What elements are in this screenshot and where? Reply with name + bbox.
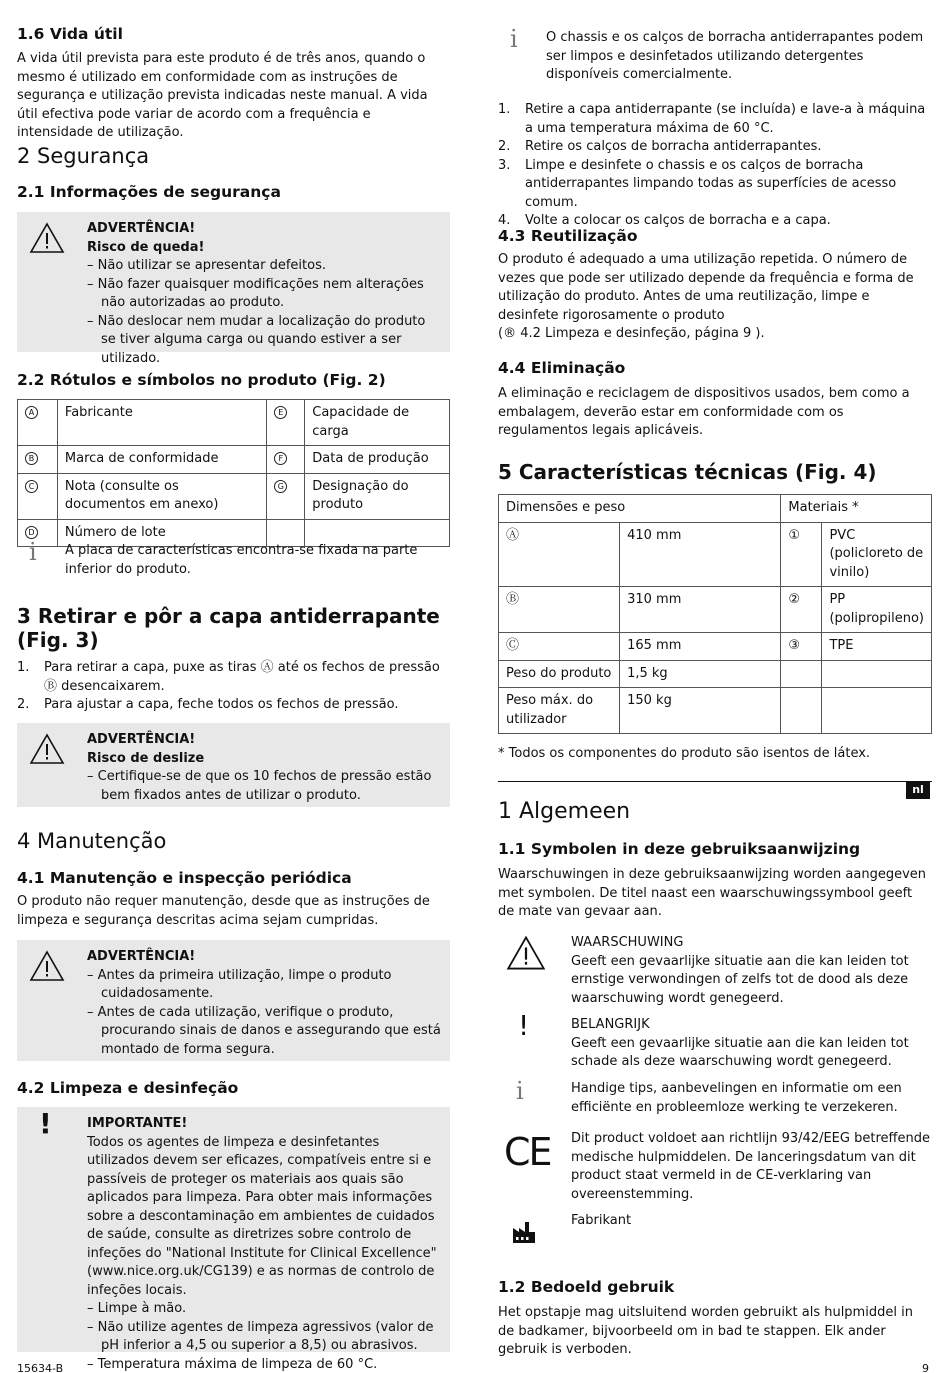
cell: 1,5 kg xyxy=(620,660,781,688)
label-value: Capacidade de carga xyxy=(305,400,450,446)
empty-cell xyxy=(781,688,822,734)
warning-subtitle: Risco de deslize xyxy=(87,750,205,766)
warning-item: – Antes de cada utilização, verifique o produto, procurando sinais de danos e assegurando que está montado de forma segura. xyxy=(87,1004,441,1057)
list-item: 2. Retire os calços de borracha antiderrapantes. xyxy=(498,139,822,154)
warning-title: ADVERTÊNCIA! xyxy=(87,732,196,747)
label-key: C xyxy=(25,480,38,493)
label-value: Nota (consulte os documentos em anexo) xyxy=(57,473,266,519)
warning-item: – Não utilizar se apresentar defeitos. xyxy=(87,258,326,273)
cell: ② xyxy=(781,587,822,633)
section-4-title: 4 Manutenção xyxy=(17,829,167,853)
section-3-title: 3 Retirar e pôr a capa antiderrapante (Fig. 3) xyxy=(17,604,440,652)
symbol-title: BELANGRIJK xyxy=(571,1017,650,1032)
table-row xyxy=(499,522,932,587)
language-badge: nl xyxy=(906,781,930,799)
cell: Ⓑ xyxy=(499,587,620,633)
table-row xyxy=(499,587,932,633)
section-4-1-text: O produto não requer manutenção, desde que as instruções de limpeza e segurança descritas acima sejam cumpridas. xyxy=(17,894,430,928)
cell: Peso máx. do utilizador xyxy=(499,688,620,734)
header-materials: Materiais * xyxy=(781,495,932,523)
section-1-6-title: 1.6 Vida útil xyxy=(17,25,123,43)
label-key: E xyxy=(274,406,287,419)
technical-data-table xyxy=(498,494,932,734)
warning-title: ADVERTÊNCIA! xyxy=(87,221,196,236)
nl-intended-use-text: Het opstapje mag uitsluitend worden gebruikt als hulpmiddel in de badkamer, bijvoorbeeld om in bad te stappen. Elk ander gebruik is verboden. xyxy=(498,1305,913,1357)
warning-triangle-icon xyxy=(29,222,65,254)
exclamation-icon: ! xyxy=(39,1107,52,1140)
label-key: D xyxy=(25,526,38,539)
info-icon: i xyxy=(510,25,518,53)
table-row xyxy=(499,660,932,688)
symbol-info-desc: Handige tips, aanbevelingen en informatie om een efficiënte en probleemloze werking te verzekeren. xyxy=(571,1081,902,1115)
symbol-text: Geeft een gevaarlijke situatie aan die kan leiden tot schade als deze waarschuwing wordt genegeerd. xyxy=(571,1035,909,1069)
table-row xyxy=(499,633,932,661)
symbol-ce-desc: Dit product voldoet aan richtlijn 93/42/EEG betreffende medische hulpmiddelen. De lanceringsdatum van dit product staat vermeld in de CE-verklaring van overeenstemming. xyxy=(571,1131,930,1202)
warning-triangle-icon xyxy=(29,733,65,765)
step-text: Retire a capa antiderrapante (se incluída) e lave-a à máquina a uma temperatura máxima de 60 °C. xyxy=(525,102,926,136)
footer-page-number: 9 xyxy=(922,1362,929,1373)
empty-cell xyxy=(822,660,932,688)
step-text: Para retirar a capa, puxe as tiras Ⓐ até os fechos de pressão Ⓑ desencaixarem. xyxy=(44,660,440,694)
info-icon: i xyxy=(516,1077,524,1105)
section-4-4-text: A eliminação e reciclagem de dispositivos usados, bem como a embalagem, deverão estar em conformidade com os regulamentos legais aplicáveis. xyxy=(498,386,910,438)
step-text: Limpe e desinfete o chassis e os calços de borracha antiderrapantes limpando todas as superfícies de acesso comum. xyxy=(525,157,897,210)
label-key: A xyxy=(25,406,38,419)
labels-table xyxy=(17,399,450,547)
label-value: Fabricante xyxy=(57,400,266,446)
section-2-title: 2 Segurança xyxy=(17,144,150,168)
step-text: Volte a colocar os calços de borracha e a capa. xyxy=(525,213,831,228)
table-header-row xyxy=(499,495,932,523)
cell: 150 kg xyxy=(620,688,781,734)
symbol-text: Geeft een gevaarlijke situatie aan die kan leiden tot ernstige verwondingen of zelfs tot de dood als deze waarschuwing wordt genegeerd. xyxy=(571,953,909,1006)
section-4-3-title: 4.3 Reutilização xyxy=(498,227,638,245)
warning-item: – Certifique-se de que os 10 fechos de pressão estão bem fixados antes de utilizar o produto. xyxy=(87,769,432,803)
warning-item: – Não fazer quaisquer modificações nem alterações não autorizadas ao produto. xyxy=(87,276,424,310)
label-key: B xyxy=(25,452,38,465)
label-plate-note: A placa de características encontra-se fixada na parte inferior do produto. xyxy=(65,543,418,577)
cell: 165 mm xyxy=(620,633,781,661)
important-item: – Não utilize agentes de limpeza agressivos (valor de pH inferior a 4,5 ou superior a 8,5) ou abrasivos. xyxy=(87,1319,434,1353)
cell: Ⓒ xyxy=(499,633,620,661)
warning-triangle-icon xyxy=(506,935,546,971)
cell: Ⓐ xyxy=(499,522,620,587)
header-dimensions: Dimensões e peso xyxy=(499,495,781,523)
label-value: Designação do produto xyxy=(305,473,450,519)
table-row xyxy=(18,473,450,519)
section-2-2-title: 2.2 Rótulos e símbolos no produto (Fig. 2) xyxy=(17,371,386,389)
table-row xyxy=(499,688,932,734)
label-key: F xyxy=(274,452,287,465)
important-text: Todos os agentes de limpeza e desinfetantes utilizados devem ser eficazes, compatíveis entre si e passíveis de proteger os materiais aos quais são aplicados para limpeza. Para obter mais informações sobre a descontaminação em ambientes de cuidados de saúde, consulte as diretrizes sobre controlo de infeções do "National Institute for Clinical Excellence" (www.nice.org.uk/CG139) e as normas de controlo de infeções locais. xyxy=(87,1134,437,1298)
nl-section-1-1-title: 1.1 Symbolen in deze gebruiksaanwijzing xyxy=(498,840,861,858)
empty-cell xyxy=(781,660,822,688)
ce-mark-icon: CE xyxy=(504,1130,551,1174)
warning-item: – Antes da primeira utilização, limpe o produto cuidadosamente. xyxy=(87,967,392,1001)
nl-section-1-2-title: 1.2 Bedoeld gebruik xyxy=(498,1278,675,1296)
warning-box-slip xyxy=(17,723,450,807)
nl-intro-text: Waarschuwingen in deze gebruiksaanwijzing worden aangegeven met symbolen. De titel naast een waarschuwingssymbool geeft de mate van gevaar aan. xyxy=(498,867,927,919)
section-4-3-text: O produto é adequado a uma utilização repetida. O número de vezes que pode ser utilizado depende da frequência e forma de utilização do produto. Antes de uma reutilização, limpe e desinfete rigorosamente o produto xyxy=(498,252,914,323)
symbol-title: WAARSCHUWING xyxy=(571,935,684,950)
cell: ③ xyxy=(781,633,822,661)
info-icon: i xyxy=(29,538,37,566)
warning-box-maintenance xyxy=(17,940,450,1061)
cell: PVC (policloreto de vinilo) xyxy=(822,522,932,587)
label-value: Data de produção xyxy=(305,446,450,474)
cell: Peso do produto xyxy=(499,660,620,688)
language-divider xyxy=(498,781,932,782)
warning-item: – Não deslocar nem mudar a localização do produto se tiver alguma carga ou quando estiver a ser utilizado. xyxy=(87,313,426,366)
section-1-6-text: A vida útil prevista para este produto é de três anos, quando o mesmo é utilizado em conformidade com as instruções de segurança e utilização prevista indicadas neste manual. A vida útil efectiva pode variar de acordo com a frequência e intensidade de utilização. xyxy=(17,51,428,140)
cleaning-steps xyxy=(498,101,932,231)
table-row xyxy=(18,446,450,474)
list-item: 1. Para retirar a capa, puxe as tiras Ⓐ até os fechos de pressão Ⓑ desencaixarem. xyxy=(17,660,440,694)
empty-cell xyxy=(822,688,932,734)
section-3-steps xyxy=(17,659,450,715)
cell: PP (polipropileno) xyxy=(822,587,932,633)
section-5-title: 5 Características técnicas (Fig. 4) xyxy=(498,460,877,484)
warning-subtitle: Risco de queda! xyxy=(87,239,205,255)
step-text: Retire os calços de borracha antiderrapantes. xyxy=(525,139,822,154)
step-text: Para ajustar a capa, feche todos os fechos de pressão. xyxy=(44,697,399,712)
warning-box-fall xyxy=(17,212,450,366)
symbol-important-desc xyxy=(571,1016,932,1072)
manufacturer-icon xyxy=(512,1220,536,1244)
label-value: Número de lote xyxy=(57,519,266,547)
section-4-2-title: 4.2 Limpeza e desinfeção xyxy=(17,1079,239,1097)
table-row xyxy=(18,400,450,446)
section-4-4-title: 4.4 Eliminação xyxy=(498,359,626,377)
list-item: 2. Para ajustar a capa, feche todos os fechos de pressão. xyxy=(17,697,399,712)
list-item: 4. Volte a colocar os calços de borracha e a capa. xyxy=(498,213,831,228)
list-item: 1. Retire a capa antiderrapante (se incluída) e lave-a à máquina a uma temperatura máxima de 60 °C. xyxy=(498,102,926,136)
label-key: G xyxy=(274,480,287,493)
technical-footnote: * Todos os componentes do produto são isentos de látex. xyxy=(498,746,871,761)
cleaning-info-note: O chassis e os calços de borracha antiderrapantes podem ser limpos e desinfetados utilizando detergentes disponíveis comercialmente. xyxy=(546,30,924,82)
warning-title: ADVERTÊNCIA! xyxy=(87,949,196,964)
symbol-manufacturer-desc: Fabrikant xyxy=(571,1213,632,1228)
cell: TPE xyxy=(822,633,932,661)
warning-triangle-icon xyxy=(29,950,65,982)
important-title: IMPORTANTE! xyxy=(87,1116,188,1131)
symbol-warning-desc xyxy=(571,934,932,1008)
important-item: – Limpe à mão. xyxy=(87,1301,187,1316)
section-4-3-reference: (® 4.2 Limpeza e desinfeção, página 9 ). xyxy=(498,326,765,341)
nl-section-1-title: 1 Algemeen xyxy=(498,799,631,824)
label-value: Marca de conformidade xyxy=(57,446,266,474)
section-4-1-title: 4.1 Manutenção e inspecção periódica xyxy=(17,869,352,887)
exclamation-icon: ! xyxy=(518,1009,530,1042)
footer-doc-number: 15634-B xyxy=(17,1362,64,1373)
cell: 410 mm xyxy=(620,522,781,587)
section-2-1-title: 2.1 Informações de segurança xyxy=(17,183,281,201)
cell: 310 mm xyxy=(620,587,781,633)
important-item: – Temperatura máxima de limpeza de 60 °C. xyxy=(87,1356,378,1372)
cell: ① xyxy=(781,522,822,587)
list-item: 3. Limpe e desinfete o chassis e os calços de borracha antiderrapantes limpando todas as superfícies de acesso comum. xyxy=(498,157,897,210)
